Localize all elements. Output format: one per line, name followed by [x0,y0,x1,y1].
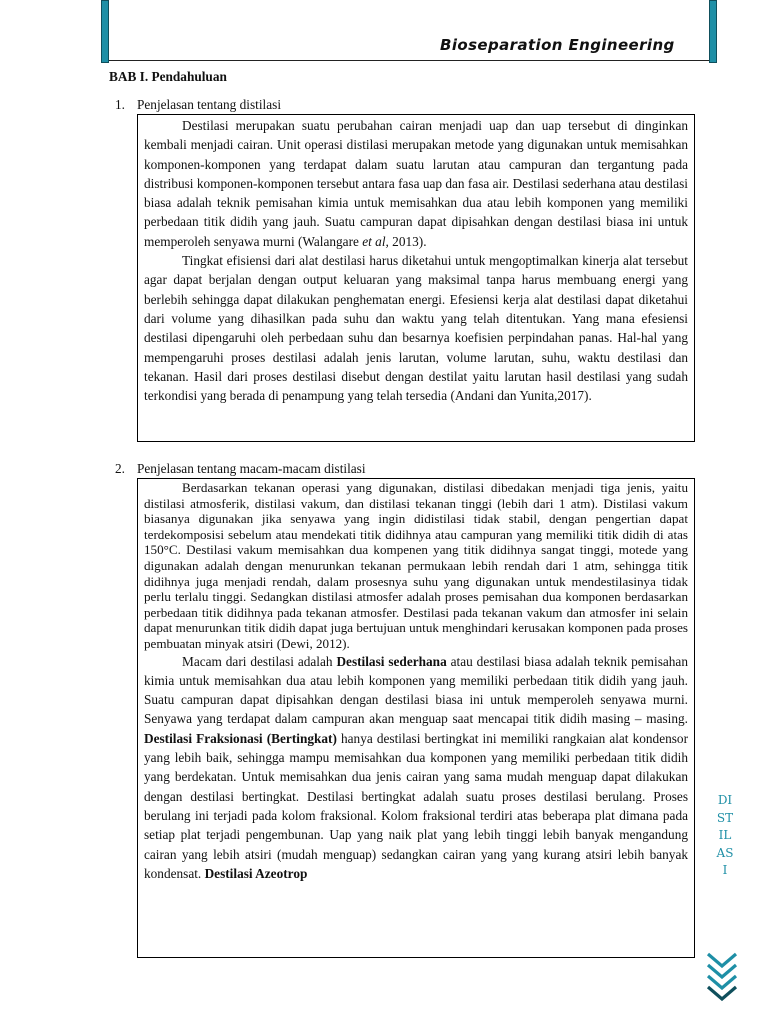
section-1-paragraph-1: Destilasi merupakan suatu perubahan cairan menjadi uap dan uap tersebut di dinginkan kembali menjadi cairan. Unit operasi distilasi merupakan metode yang digunakan untuk memisahkan komponen-komponen yang terdapat dalam suatu larutan atau campuran dan tergantung pada distribusi komponen-komponen tersebut antara fasa uap dan fasa air. Destilasi sederhana atau destilasi biasa adalah teknik pemisahan kimia untuk memisahkan dua atau lebih komponen yang memiliki perbedaan titik didih yang jauh. Suatu campuran dapat dipisahkan dengan destilasi biasa ini untuk memperoleh senyawa murni (Walangare et al, 2013). [144,118,688,249]
header-right-accent-bar [709,0,717,63]
section-2-title: Penjelasan tentang macam-macam distilasi [137,461,366,476]
section-1-paragraph-2: Tingkat efisiensi dari alat destilasi harus diketahui untuk mengoptimalkan kinerja alat tersebut agar dapat berjalan dengan output keluaran yang maksimal tanpa harus membuang energi yang berlebih sehingga dapat dilakukan penghematan energi. Efesiensi kerja alat destilasi dapat diketahui dari volume yang dihasilkan pada suhu dan waktu yang telah ditentukan. Yang mana efesiensi destilasi dipengaruhi oleh perbedaan suhu dan besarnya koefisien perpindahan panas. Hal-hal yang mempengaruhi proses destilasi adalah jenis larutan, volume larutan, suhu, waktu destilasi dan tekanan. Hasil dari proses destilasi disebut dengan destilat yaitu larutan hasil destilasi yang sudah terkondisi yang berada di penampung yang telah tersedia (Andani dan Yunita,2017). [144,253,688,404]
header-title: Bioseparation Engineering [440,36,675,54]
section-2-textbox [137,478,695,958]
section-1-number: 1. [115,97,125,112]
section-1-heading [115,97,281,113]
header-rule [109,60,709,61]
section-2-number: 2. [115,461,125,476]
section-1-title: Penjelasan tentang distilasi [137,97,282,112]
section-2-paragraph-1: Berdasarkan tekanan operasi yang digunakan, distilasi dibedakan menjadi tiga jenis, yaitu distilasi atmosferik, distilasi vakum, dan distilasi tekanan tinggi (lebih dari 1 atm). Distilasi vakum biasanya digunakan jika senyawa yang ingin didistilasi tidak stabil, dengan pengertian dapat terdekomposisi sebelum atau mendekati titik didihnya atau campuran yang memiliki titik didih di atas 150°C. Destilasi vakum memisahkan dua kompenen yang titik didihnya sangat tinggi, motede yang digunakan adalah dengan menurunkan tekanan permukaan lebih rendah dari 1 atm, sehingga titik didihnya juga menjadi rendah, dalam prosesnya suhu yang digunakan untuk mendestilasinya tidak perlu terlalu tinggi. Sedangkan distilasi atmosfer adalah proses pemisahan dua komponen berdasarkan perbedaan titik didihnya pada tekanan atmosfer. Destilasi pada tekanan vakum dan atmosfer ini selain dapat menurunkan titik didih dapat juga bertujuan untuk menghindari kerusakan komponen pada proses pembuatan minyak atsiri (Dewi, 2012). [144,480,688,651]
chevron-down-icon [704,950,740,1002]
section-2-paragraph-2: Macam dari destilasi adalah Destilasi sederhana atau destilasi biasa adalah teknik pemisahan kimia untuk memisahkan dua atau lebih komponen yang memiliki perbedaan titik didih yang jauh. Suatu campuran dapat dipisahkan dengan destilasi biasa ini untuk memperoleh senyawa murni. Senyawa yang terdapat dalam campuran akan menguap saat mencapai titik didih masing – masing. Destilasi Fraksionasi (Bertingkat) hanya destilasi bertingkat ini memiliki rangkaian alat kondensor yang lebih baik, sehingga mampu memisahkan dua komponen yang memiliki perbedaan titik didih yang berdekatan. Untuk memisahkan dua jenis cairan yang sama mudah menguap dapat dilakukan dengan destilasi bertingkat. Destilasi bertingkat adalah suatu proses destilasi berulang. Proses berulang ini terjadi pada kolom fraksional. Kolom fraksional terdiri atas beberapa plat dimana pada setiap plat terjadi pengembunan. Uap yang naik plat yang lebih tinggi lebih banyak mengandung cairan yang lebih atsiri (mudah menguap) sedangkan cairan yang yang kurang atsiri lebih banyak kondensat. Destilasi Azeotrop [144,653,689,881]
section-1-textbox [137,114,695,442]
chapter-title: BAB I. Pendahuluan [109,69,227,84]
side-label-distilasi: DISTILASI [716,793,734,878]
section-2-heading [115,461,366,477]
header-left-accent-bar [101,0,109,63]
